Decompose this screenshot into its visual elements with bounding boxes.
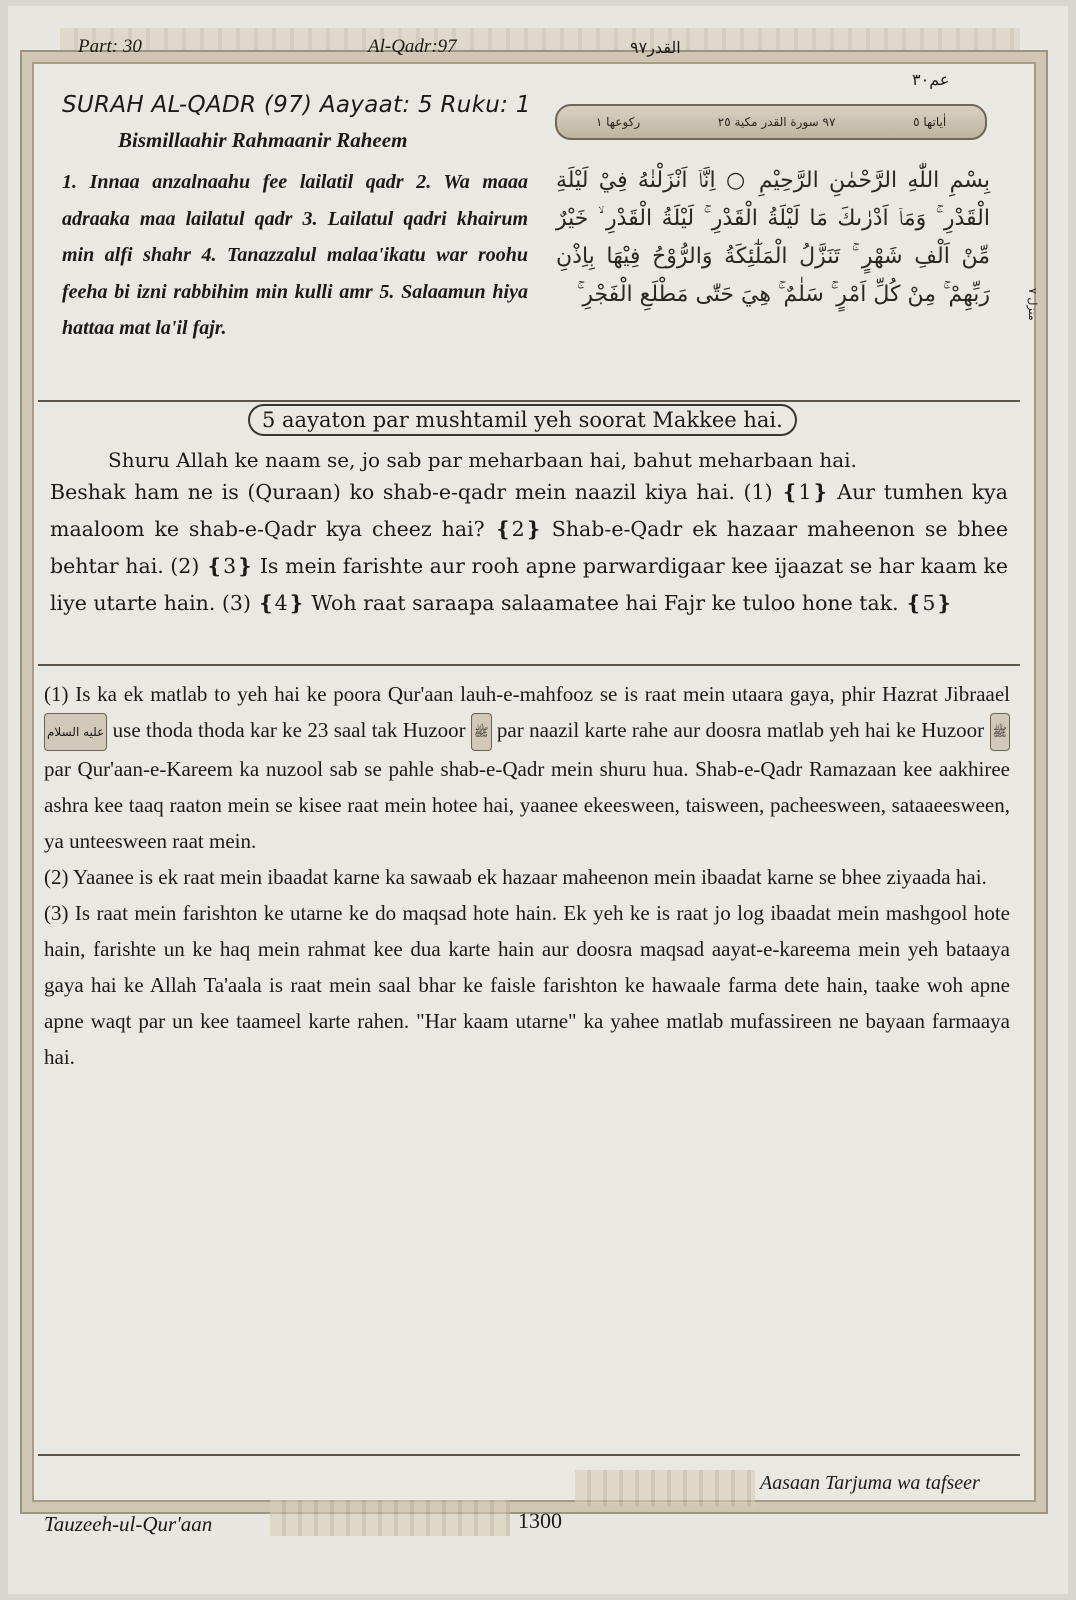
honorific-icon: ﷺ <box>990 713 1011 751</box>
footer-ornament <box>575 1470 755 1506</box>
intro-box: 5 aayaton par mushtamil yeh soorat Makkee hai. <box>248 404 797 436</box>
banner-surah: ٩٧ سورة القدر مكية ٢٥ <box>717 115 836 129</box>
note-3: (3) Is raat mein farishton ke utarne ke do maqsad hote hain. Ek yeh ke is raat jo log ibaadat mein mashgool hote hain, farishte un ke haq mein rahmat kee dua karte hain aur doosra maqsad aayat-e-kareema mein yeh bataaya gaya hai ke Allah Ta'aala is raat mein saal bhar ke faisle farishton ke hawaale farma dete hain, taake woh apne apne waqt par un kee taameel karte rahen. "Har kaam utarne" ka yahee matlab mufassireen ne bayaan farmaaya hai. <box>44 901 1010 1070</box>
footer-book-title: Tauzeeh-ul-Qur'aan <box>44 1512 213 1536</box>
arabic-text: بِسْمِ اللّٰهِ الرَّحْمٰنِ الرَّحِيْمِ ○ اِنَّاۤ اَنْزَلْنٰهُ فِيْ لَيْلَةِ الْقَدْرِ ۚ وَمَاۤ اَدْرٰىكَ مَا لَيْلَةُ الْقَدْرِ ۚ لَيْلَةُ الْقَدْرِ ۙ خَيْرٌ مِّنْ اَلْفِ شَهْرٍ ۚ تَنَزَّلُ الْمَلٰٓئِكَةُ وَالرُّوْحُ فِيْهَا بِاِذْنِ رَبِّهِمْ ۚ مِنْ كُلِّ اَمْرٍ ۚ سَلٰمٌ ۚ هِيَ حَتّٰى مَطْلَعِ الْفَجْرِ ۚ <box>556 168 990 307</box>
bismillah-roman: Bismillaahir Rahmaanir Raheem <box>118 128 408 152</box>
divider-line <box>38 664 1020 666</box>
banner-ruku: ركوعها ١ <box>595 115 641 129</box>
note-1-part-b: use thoda thoda kar ke 23 saal tak Huzoor <box>112 718 466 742</box>
header-arabic-part: عم٣٠ <box>912 72 950 89</box>
divider-line <box>38 400 1020 402</box>
divider-line <box>38 1454 1020 1456</box>
footer-series-title: Aasaan Tarjuma wa tafseer <box>760 1472 980 1494</box>
header-arabic-surah-ref: القدر٩٧ <box>630 40 681 57</box>
note-1-part-a: (1) Is ka ek matlab to yeh hai ke poora Qur'aan lauh-e-mahfooz se is raat mein utaara gaya, phir Hazrat Jibraael <box>44 682 1010 706</box>
transliteration-text: 1. Innaa anzalnaahu fee lailatil qadr 2. Wa maaa adraaka maa lailatul qadr 3. Lailatul qadri khairum min alfi shahr 4. Tanazzalul malaa'ikatu war roohu feeha bi izni rabbihim min kulli amr 5. Salaamun hiya hattaa mat la'il fajr. <box>62 171 528 339</box>
surah-title: SURAH AL-QADR (97) Aayaat: 5 Ruku: 1 <box>62 92 531 118</box>
banner-ayat: اٰياتها ٥ <box>913 115 947 129</box>
manzil-side-mark: منزل ٧ <box>1026 288 1039 321</box>
note-1-part-c: par naazil karte rahe aur doosra matlab yeh hai ke Huzoor <box>496 718 985 742</box>
note-1-part-d: par Qur'aan-e-Kareem ka nuzool sab se pahle shab-e-Qadr mein shuru hua. Shab-e-Qadr Ramazaan kee aakhiree ashra kee taaq raaton mein se kisee raat mein hotee hai, yaanee ekeesween, taisween, pacheesween, sataaeesween, ya unteesween raat mein. <box>44 757 1010 854</box>
tafseer-notes <box>44 676 1010 1075</box>
page-number: 1300 <box>518 1508 562 1533</box>
surah-banner <box>555 104 987 140</box>
footer-ornament <box>270 1500 510 1536</box>
honorific-icon: ﷺ <box>471 713 492 751</box>
honorific-icon: عليه السلام <box>44 713 107 751</box>
translation-text: Beshak ham ne is (Quraan) ko shab-e-qadr mein naazil kiya hai. (1) ❴1❵ Aur tumhen kya maaloom ke shab-e-Qadr kya cheez hai? ❴2❵ Shab-e-Qadr ek hazaar maheenon se bhee behtar hai. (2) ❴3❵ Is mein farishte aur rooh apne parwardigaar kee ijaazat se har kaam ke liye utarte hain. (3) ❴4❵ Woh raat saraapa salaamatee hai Fajr ke tuloo hone tak. ❴5❵ <box>50 480 1008 615</box>
header-part: Part: 30 <box>78 36 142 57</box>
note-2: (2) Yaanee is ek raat mein ibaadat karne ka sawaab ek hazaar maheenon mein ibaadat karne se bhee ziyaada hai. <box>44 865 987 890</box>
bismillah-translation: Shuru Allah ke naam se, jo sab par meharbaan hai, bahut meharbaan hai. <box>108 448 857 472</box>
header-surah-ref: Al-Qadr:97 <box>368 36 457 57</box>
note-1 <box>44 676 1010 859</box>
